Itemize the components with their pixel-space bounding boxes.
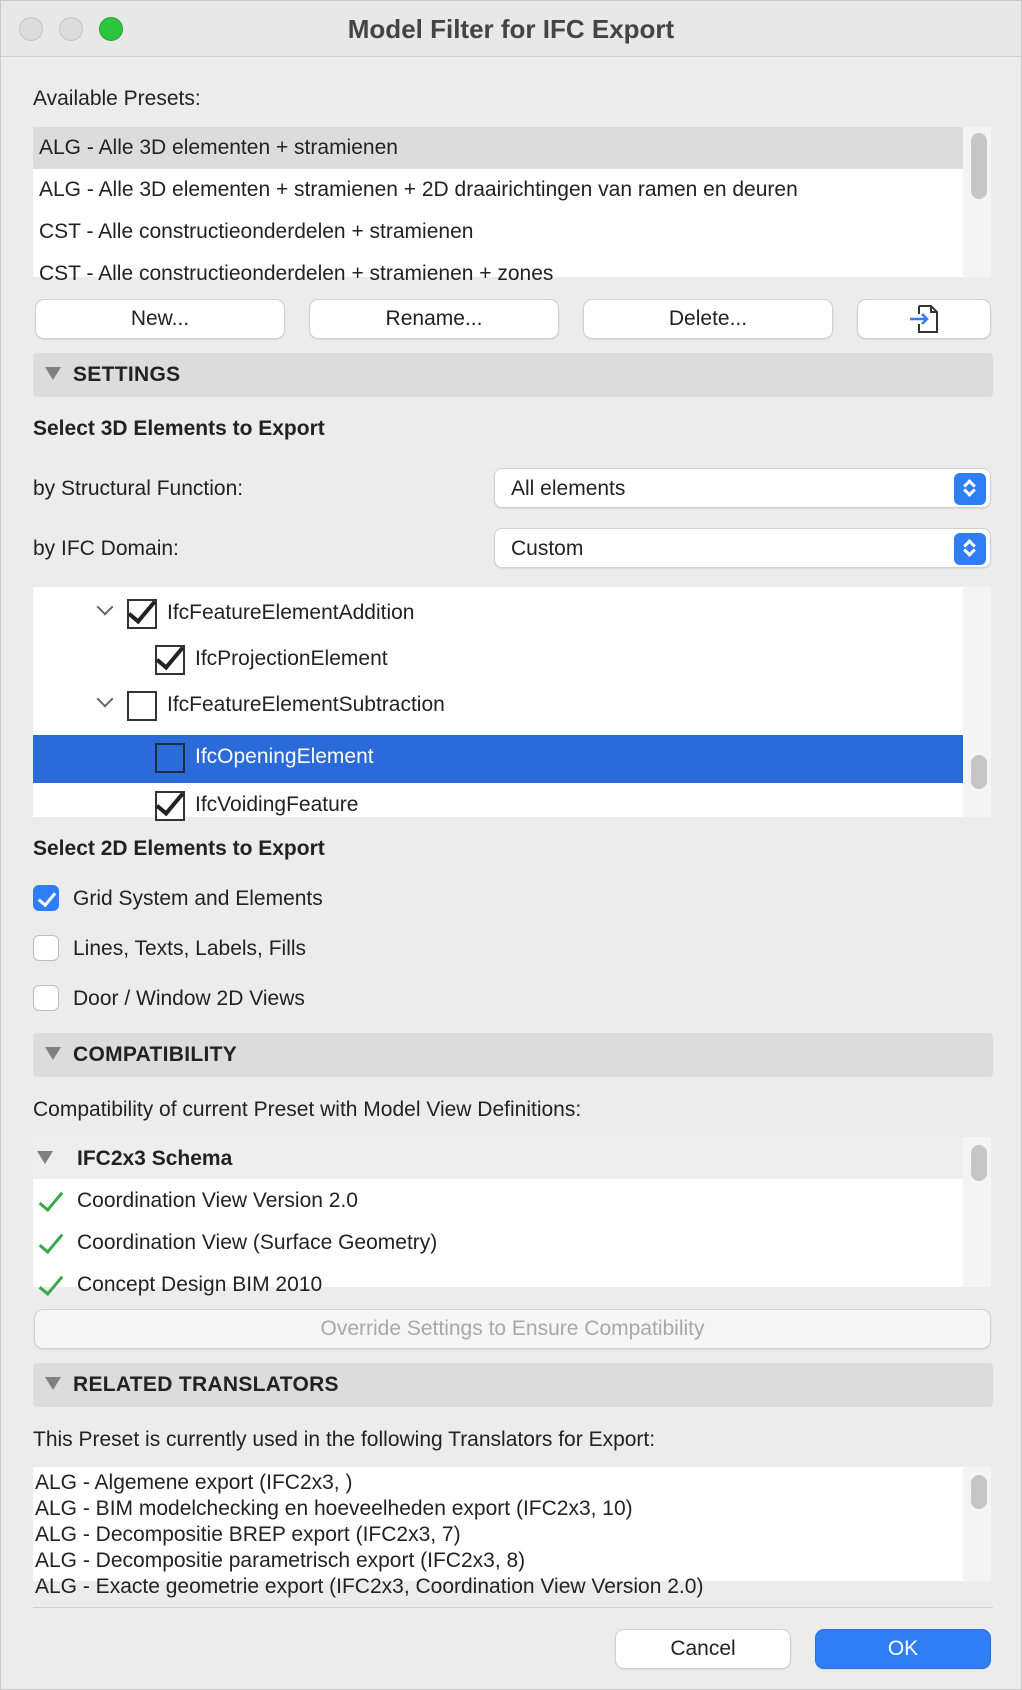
- grid-system-checkbox[interactable]: [33, 885, 59, 911]
- tree-row[interactable]: [33, 683, 963, 731]
- tree-row-selected[interactable]: [33, 735, 963, 783]
- preset-item[interactable]: CST - Alle constructieonderdelen + stramienen: [39, 220, 474, 243]
- translators-section-header[interactable]: [33, 1363, 993, 1407]
- compat-scrollbar[interactable]: [971, 1145, 987, 1181]
- tree-label: IfcProjectionElement: [195, 647, 388, 670]
- tree-checkbox[interactable]: [127, 691, 157, 721]
- tree-label: IfcFeatureElementAddition: [167, 601, 415, 624]
- door-window-checkbox[interactable]: [33, 985, 59, 1011]
- grid-system-label: Grid System and Elements: [73, 887, 323, 910]
- ifc-domain-label: by IFC Domain:: [33, 537, 179, 560]
- structural-function-value: All elements: [511, 477, 626, 500]
- tree-scrollbar[interactable]: [971, 755, 987, 789]
- ok-button[interactable]: OK: [815, 1629, 991, 1669]
- footer-divider: [33, 1607, 993, 1608]
- tree-label: IfcFeatureElementSubtraction: [167, 693, 445, 716]
- ifc-domain-value: Custom: [511, 537, 584, 560]
- tree-row[interactable]: [33, 587, 963, 635]
- lines-texts-label: Lines, Texts, Labels, Fills: [73, 937, 307, 960]
- tree-checkbox[interactable]: [127, 599, 157, 629]
- disclosure-triangle-icon[interactable]: [45, 1047, 61, 1060]
- select-2d-title: Select 2D Elements to Export: [33, 837, 325, 860]
- chevron-down-icon[interactable]: [97, 599, 114, 616]
- schema-row[interactable]: [33, 1137, 963, 1179]
- ifc-element-tree[interactable]: [33, 587, 991, 817]
- presets-list[interactable]: [33, 127, 991, 285]
- tree-checkbox[interactable]: [155, 645, 185, 675]
- rename-preset-button[interactable]: Rename...: [309, 299, 559, 339]
- tree-label: IfcVoidingFeature: [195, 793, 359, 816]
- structural-function-label: by Structural Function:: [33, 477, 244, 500]
- preset-item[interactable]: ALG - Alle 3D elementen + stramienen: [33, 127, 963, 169]
- check-icon: [39, 1186, 64, 1212]
- translators-list[interactable]: [33, 1467, 991, 1598]
- popup-arrows-icon: [954, 533, 986, 565]
- chevron-down-icon[interactable]: [97, 691, 114, 708]
- schema-label: IFC2x3 Schema: [77, 1147, 233, 1170]
- translator-item[interactable]: ALG - Decompositie BREP export (IFC2x3, 7): [35, 1523, 461, 1546]
- disclosure-triangle-icon[interactable]: [45, 367, 61, 380]
- settings-section-title: SETTINGS: [73, 363, 181, 386]
- mvd-item: Coordination View (Surface Geometry): [77, 1231, 438, 1254]
- translator-item[interactable]: ALG - Decompositie parametrisch export (IFC2x3, 8): [35, 1549, 526, 1572]
- door-window-label: Door / Window 2D Views: [73, 987, 305, 1010]
- popup-arrows-icon: [954, 473, 986, 505]
- delete-preset-button[interactable]: Delete...: [583, 299, 833, 339]
- compatibility-section-title: COMPATIBILITY: [73, 1043, 238, 1066]
- new-preset-button[interactable]: New...: [35, 299, 285, 339]
- tree-checkbox[interactable]: [155, 791, 185, 821]
- translator-item[interactable]: ALG - BIM modelchecking en hoeveelheden export (IFC2x3, 10): [35, 1497, 633, 1520]
- preset-item[interactable]: ALG - Alle 3D elementen + stramienen + 2D draairichtingen van ramen en deuren: [39, 178, 798, 201]
- compatibility-section-header[interactable]: [33, 1033, 993, 1077]
- translator-item[interactable]: ALG - Exacte geometrie export (IFC2x3, Coordination View Version 2.0): [35, 1575, 704, 1598]
- tree-row[interactable]: [33, 783, 963, 831]
- check-icon: [39, 1228, 64, 1254]
- settings-section-header[interactable]: [33, 353, 993, 397]
- translators-section-title: RELATED TRANSLATORS: [73, 1373, 339, 1396]
- preset-item[interactable]: CST - Alle constructieonderdelen + stramienen + zones: [39, 262, 554, 285]
- presets-scrollbar[interactable]: [971, 133, 987, 199]
- translators-description: This Preset is currently used in the following Translators for Export:: [33, 1428, 656, 1451]
- compatibility-list[interactable]: [33, 1137, 991, 1296]
- tree-label: IfcOpeningElement: [195, 745, 374, 768]
- window-title: Model Filter for IFC Export: [347, 14, 675, 44]
- mvd-item: Coordination View Version 2.0: [77, 1189, 358, 1212]
- select-3d-title: Select 3D Elements to Export: [33, 417, 325, 440]
- presets-label: Available Presets:: [33, 87, 201, 110]
- tree-checkbox[interactable]: [155, 743, 185, 773]
- disclosure-triangle-icon[interactable]: [45, 1377, 61, 1390]
- translators-scrollbar[interactable]: [971, 1475, 987, 1509]
- compatibility-description: Compatibility of current Preset with Model View Definitions:: [33, 1098, 582, 1121]
- import-icon: [907, 302, 941, 336]
- translator-item[interactable]: ALG - Algemene export (IFC2x3, ): [35, 1471, 353, 1494]
- import-preset-button[interactable]: [857, 299, 991, 339]
- ifc-domain-select[interactable]: [494, 528, 991, 568]
- cancel-button[interactable]: Cancel: [615, 1629, 791, 1669]
- tree-row[interactable]: [33, 635, 963, 683]
- override-settings-button[interactable]: Override Settings to Ensure Compatibility: [34, 1309, 991, 1349]
- mvd-item: Concept Design BIM 2010: [77, 1273, 323, 1296]
- check-icon: [39, 1270, 64, 1296]
- lines-texts-checkbox[interactable]: [33, 935, 59, 961]
- disclosure-triangle-icon[interactable]: [37, 1151, 53, 1164]
- title-bar[interactable]: [1, 1, 1021, 57]
- structural-function-select[interactable]: [494, 468, 991, 508]
